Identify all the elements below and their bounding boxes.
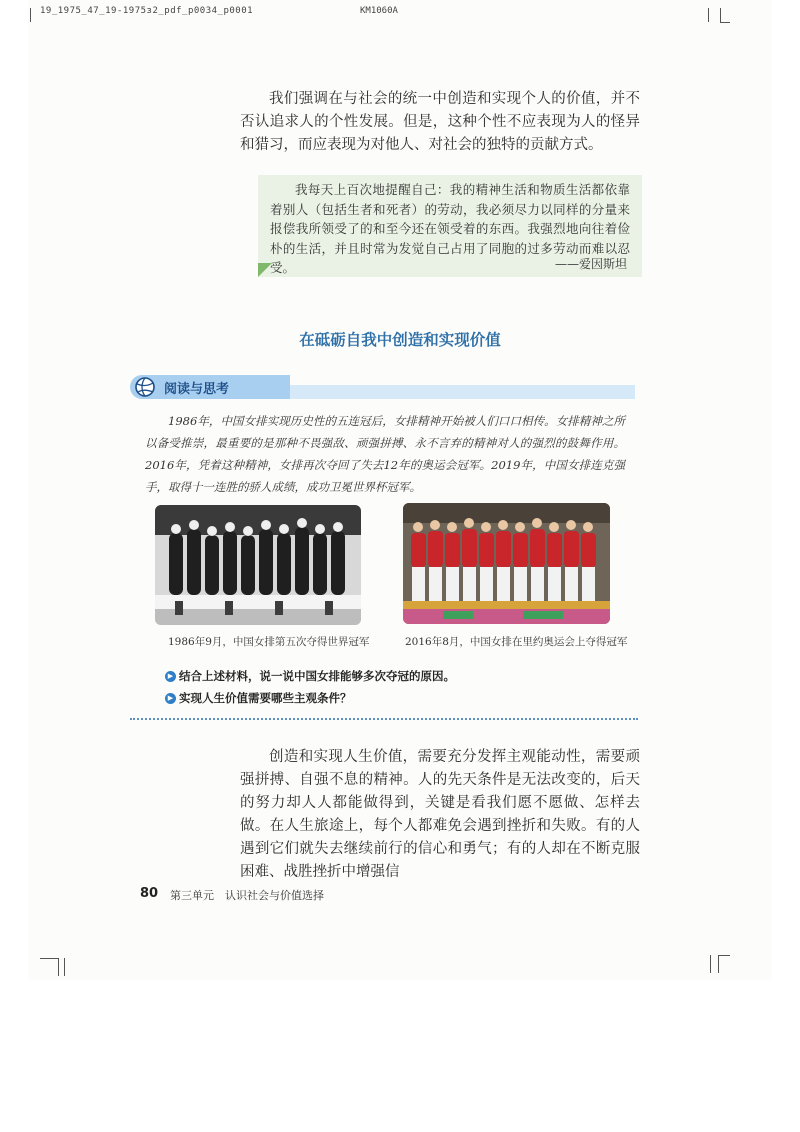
question-2-text: 实现人生价值需要哪些主观条件？ — [179, 691, 352, 705]
quote-author: ——爱因斯坦 — [555, 257, 628, 271]
crop-mark — [58, 958, 59, 976]
volleyball-icon — [134, 376, 156, 398]
crop-mark — [40, 958, 58, 959]
crop-mark — [718, 955, 730, 956]
photo-1986-team — [155, 505, 361, 625]
page-number: 80 — [140, 886, 159, 901]
paragraph-2: 创造和实现人生价值，需要充分发挥主观能动性，需要顽强拼搏、自强不息的精神。人的先天条件是无法改变的，后天的努力却人人都能做得到，关键是看我们愿不愿做、怎样去做。在人生旅途上，每个人都难免会遇到挫折和失败。有的人遇到它们就失去继续前行的信心和勇气；有的人却在不断克服困难、战胜挫折中增强信 — [240, 749, 640, 880]
crop-mark — [720, 8, 721, 22]
question-1-text: 结合上述材料，说一说中国女排能够多次夺冠的原因。 — [179, 669, 455, 683]
crop-mark — [708, 8, 709, 22]
dotted-divider — [130, 718, 638, 720]
question-1 — [165, 668, 455, 684]
scan-file-label: 19_1975_47_19-1975з2_pdf_p0034_p0001 — [40, 6, 254, 16]
question-2 — [165, 690, 352, 706]
photo-2016-caption: 2016年8月，中国女排在里约奥运会上夺得冠军 — [405, 636, 628, 648]
reading-text: 1986年，中国女排实现历史性的五连冠后，女排精神开始被人们口口相传。女排精神之所以备受推崇，最重要的是那种不畏强敌、顽强拼搏、永不言弃的精神对人的强烈的鼓舞作用。2016年，凭着这种精神，女排再次夺回了失去12年的奥运会冠军。2019年，中国女排连克强手，取得十一连胜的骄人成绩，成功卫冕世界杯冠军。 — [145, 414, 625, 494]
crop-mark — [718, 955, 719, 973]
paragraph-1: 我们强调在与社会的统一中创造和实现个人的价值，并不否认追求人的个性发展。但是，这种个性不应表现为人的怪异和猎习，而应表现为对他人、对社会的独特的贡献方式。 — [240, 91, 640, 153]
crop-mark — [30, 8, 31, 22]
photo-1986-caption: 1986年9月，中国女排第五次夺得世界冠军 — [168, 636, 370, 648]
crop-mark — [720, 22, 730, 23]
reading-banner — [130, 375, 635, 399]
triangle-bullet-icon: ▶ — [165, 693, 176, 704]
quote-text: 我每天上百次地提醒自己：我的精神生活和物质生活都依靠着别人（包括生者和死者）的劳动，我必须尽力以同样的分量来报偿我所领受了的和至今还在领受着的东西。我强烈地向往着俭朴的生活，并且时常为发觉自己占用了同胞的过多劳动而难以忍受。 — [270, 182, 630, 275]
crop-mark — [710, 955, 711, 973]
section-title: 在砥砺自我中创造和实现价值 — [299, 330, 501, 349]
scan-code: KM1060A — [360, 6, 398, 16]
unit-title: 第三单元 认识社会与价值选择 — [170, 889, 324, 902]
crop-mark — [64, 958, 65, 976]
banner-label: 阅读与思考 — [164, 382, 230, 397]
banner-strip — [280, 385, 635, 399]
triangle-bullet-icon: ▶ — [165, 671, 176, 682]
photo-2016-team — [403, 503, 610, 624]
